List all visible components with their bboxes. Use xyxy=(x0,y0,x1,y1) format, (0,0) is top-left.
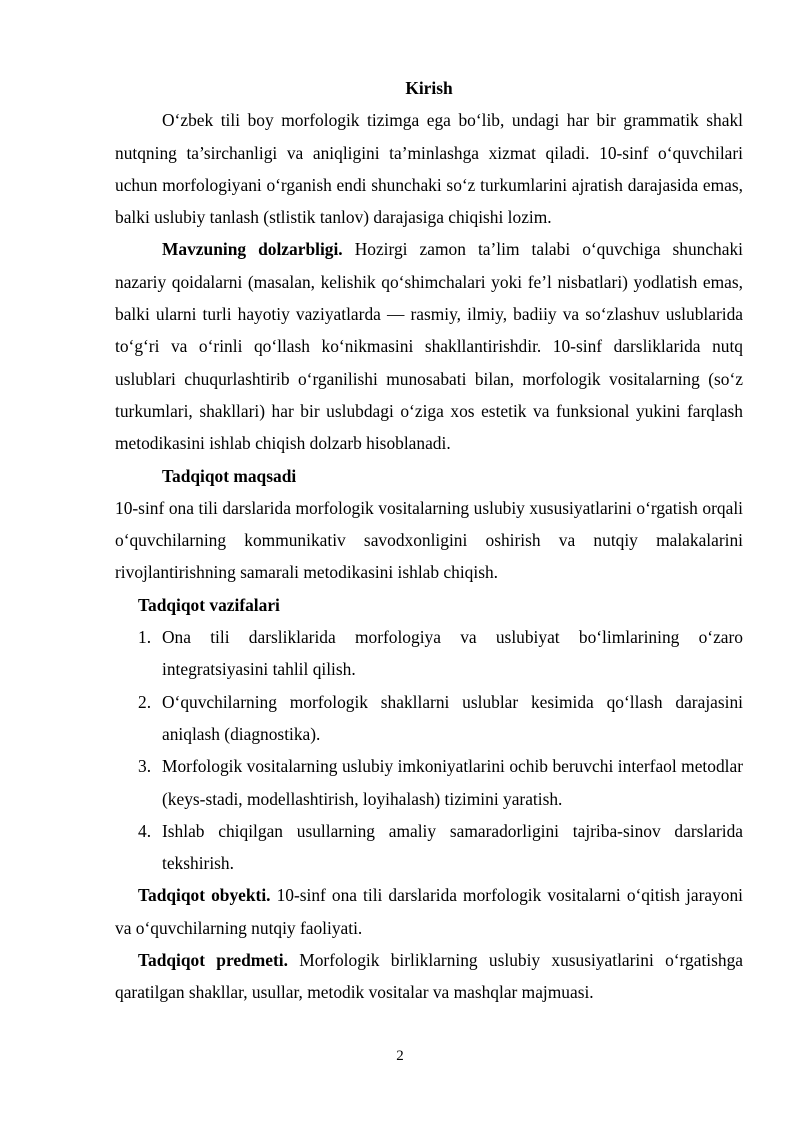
list-item xyxy=(115,686,743,751)
list-item xyxy=(115,815,743,880)
intro-paragraph: O‘zbek tili boy morfologik tizimga ega bo‘lib, undagi har bir grammatik shakl nutqning ta’sirchanligi va aniqligini ta’minlashga xizmat qiladi. 10-sinf o‘quvchilari uchun morfologiyani o‘rganish endi shunchaki so‘z turkumlarini ajratish darajasida emas, balki uslubiy tanlash (stlistik tanlov) darajasiga chiqishi lozim. xyxy=(115,110,743,228)
goal-heading: Tadqiqot maqsadi xyxy=(162,465,297,486)
list-item-text: O‘quvchilarning morfologik shakllarni uslublar kesimida qo‘llash darajasini aniqlash (diagnostika). xyxy=(162,691,743,744)
goal-paragraph: 10-sinf ona tili darslarida morfologik vositalarning uslubiy xususiyatlarini o‘rgatish orqali o‘quvchilarning kommunikativ savodxonligini oshirish va nutqiy malakalarini rivojlantirishning samarali metodikasini ishlab chiqish. xyxy=(115,497,743,583)
object-paragraph xyxy=(115,879,743,944)
page-number: 2 xyxy=(396,1048,404,1064)
list-item xyxy=(115,750,743,815)
relevance-lead: Mavzuning dolzarbligi. xyxy=(162,239,343,260)
list-item-text: Morfologik vositalarning uslubiy imkoniyatlarini ochib beruvchi interfaol metodlar (keys-stadi, modellashtirish, loyihalash) tizimini yaratish. xyxy=(162,756,743,809)
relevance-text: Hozirgi zamon ta’lim talabi o‘quvchiga shunchaki nazariy qoidalarni (masalan, kelishik qo‘shimchalari yoki fe’l nisbatlari) yodlatish emas, balki ularni turli hayotiy vaziyatlarda — rasmiy, ilmiy, badiiy va so‘zlashuv uslublarida to‘g‘ri va o‘rinli qo‘llash ko‘nikmasini shakllantirishdir. 10-sinf darsliklarida nutq uslublari chuqurlashtirib o‘rganilishi munosabati bilan, morfologik vositalarning (so‘z turkumlari, shakllari) har bir uslubdagi o‘ziga xos estetik va funksional yukini farqlash metodikasini ishlab chiqish dolzarb hisoblanadi. xyxy=(115,239,743,454)
subject-paragraph xyxy=(115,944,743,1009)
subject-text: Morfologik birliklarning uslubiy xususiyatlarini o‘rgatishga qaratilgan shakllar, usullar, metodik vositalar va mashqlar majmuasi. xyxy=(115,950,743,1003)
tasks-heading: Tadqiqot vazifalari xyxy=(138,594,280,615)
list-item-number: 4. xyxy=(138,820,152,841)
list-item-text: Ona tili darsliklarida morfologiya va uslubiyat bo‘limlarining o‘zaro integratsiyasini tahlil qilish. xyxy=(162,627,743,680)
list-item-number: 1. xyxy=(138,627,152,648)
list-item-text: Ishlab chiqilgan usullarning amaliy samaradorligini tajriba-sinov darslarida tekshirish. xyxy=(162,820,743,874)
list-item-number: 2. xyxy=(138,691,152,712)
tasks-list xyxy=(115,621,743,879)
object-lead: Tadqiqot obyekti. xyxy=(138,885,271,906)
section-title: Kirish xyxy=(405,78,453,98)
list-item-number: 3. xyxy=(138,756,152,777)
subject-lead: Tadqiqot predmeti. xyxy=(138,950,288,971)
object-text: 10-sinf ona tili darslarida morfologik vositalarni o‘qitish jarayoni va o‘quvchilarning nutqiy faoliyati. xyxy=(115,885,743,938)
relevance-paragraph xyxy=(115,233,743,459)
list-item xyxy=(115,621,743,686)
page-content xyxy=(115,72,743,1009)
